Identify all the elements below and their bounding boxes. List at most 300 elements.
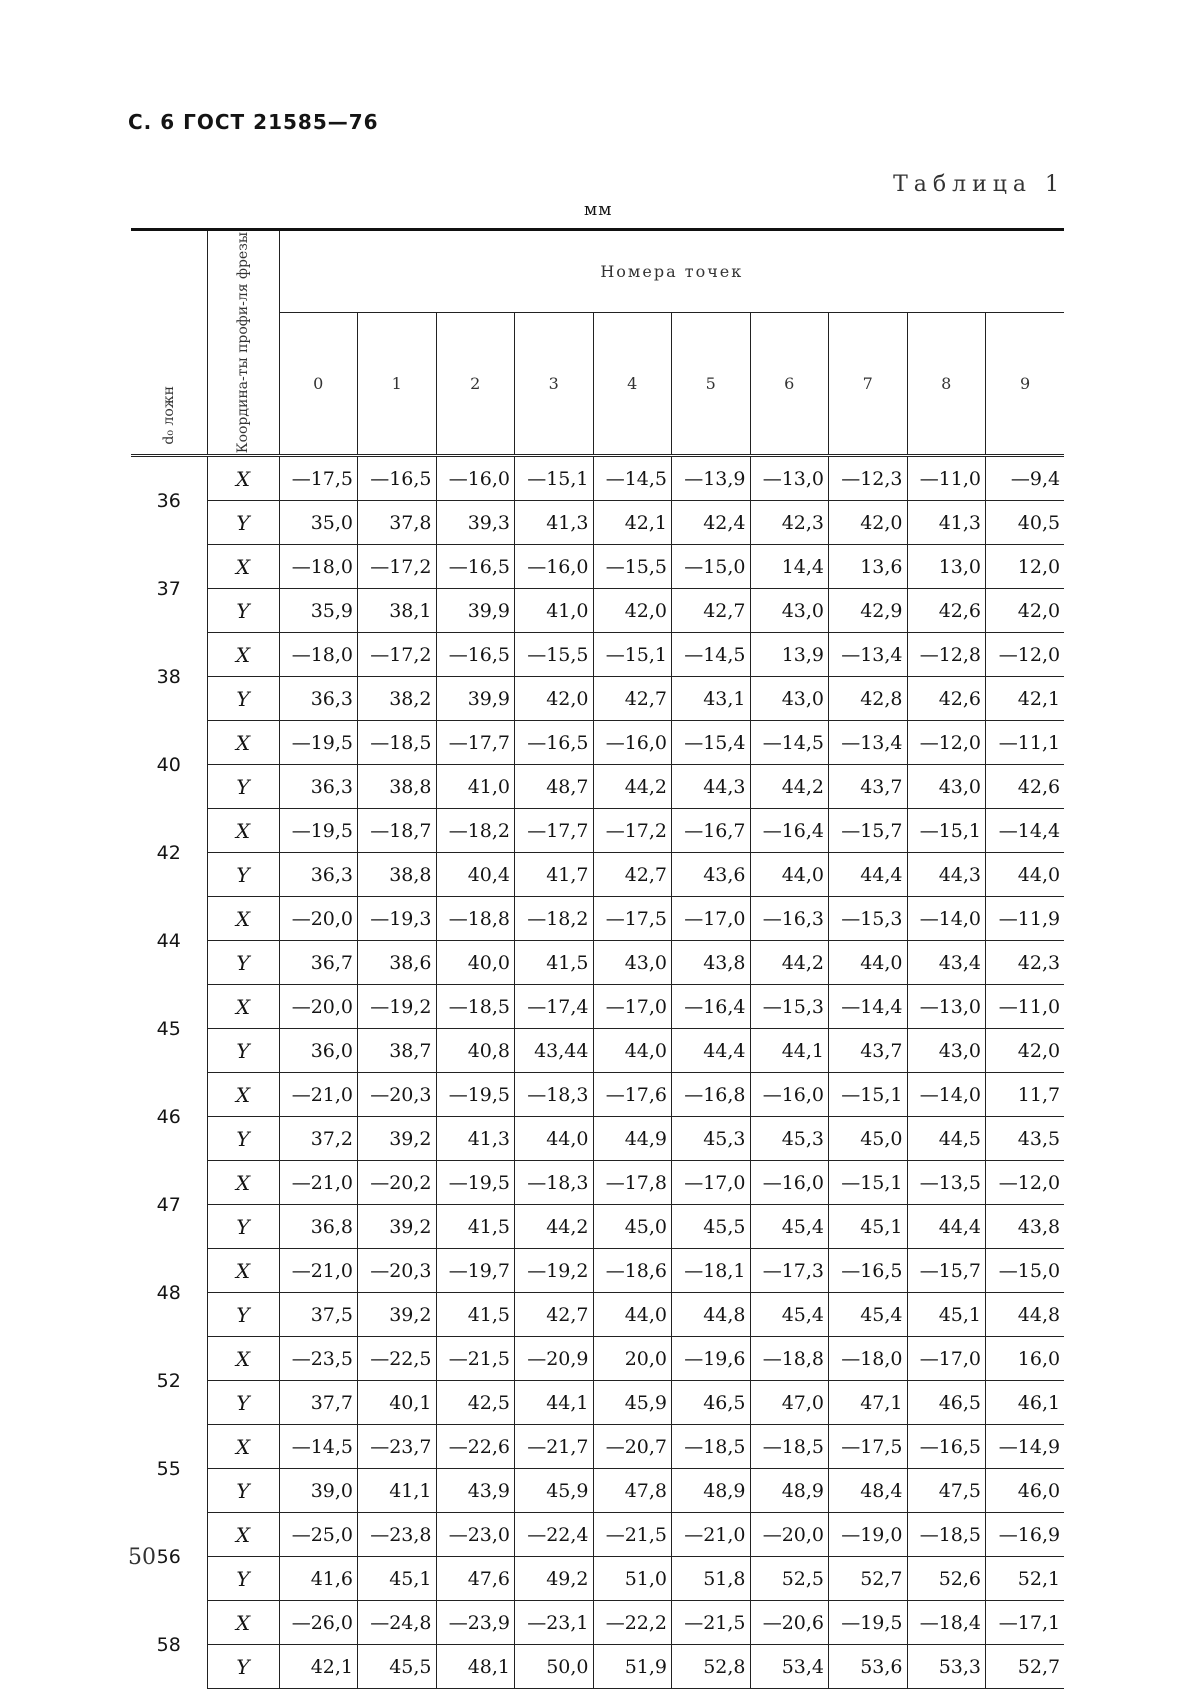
value-cell: 44,4: [829, 853, 908, 897]
value-cell: —20,2: [358, 1161, 437, 1205]
value-cell: 43,0: [907, 1029, 986, 1073]
value-cell: 42,0: [829, 501, 908, 545]
value-cell: —16,0: [515, 545, 594, 589]
value-cell: 16,0: [986, 1337, 1065, 1381]
value-cell: —21,5: [436, 1337, 515, 1381]
table-row: [131, 853, 1064, 897]
value-cell: —15,4: [672, 721, 751, 765]
value-cell: 43,4: [907, 941, 986, 985]
value-cell: 52,7: [986, 1645, 1065, 1689]
value-cell: 52,1: [986, 1557, 1065, 1601]
value-cell: —24,8: [358, 1601, 437, 1645]
y-coordinate-label: Y: [207, 1117, 279, 1161]
value-cell: 44,2: [750, 941, 829, 985]
value-cell: —14,4: [986, 809, 1065, 853]
value-cell: 45,9: [593, 1381, 672, 1425]
value-cell: —17,0: [672, 1161, 751, 1205]
table-row: [131, 589, 1064, 633]
value-cell: —18,3: [515, 1161, 594, 1205]
value-cell: —19,0: [829, 1513, 908, 1557]
value-cell: —21,7: [515, 1425, 594, 1469]
value-cell: 38,8: [358, 765, 437, 809]
value-cell: —12,0: [986, 1161, 1065, 1205]
value-cell: —17,5: [593, 897, 672, 941]
x-coordinate-label: X: [207, 721, 279, 765]
value-cell: 44,4: [907, 1205, 986, 1249]
x-coordinate-label: X: [207, 545, 279, 589]
value-cell: —13,0: [750, 456, 829, 501]
value-cell: 52,5: [750, 1557, 829, 1601]
value-cell: —16,9: [986, 1513, 1065, 1557]
value-cell: 42,0: [593, 589, 672, 633]
value-cell: —17,5: [279, 456, 358, 501]
diameter-cell: 36: [131, 456, 207, 545]
value-cell: —16,5: [358, 456, 437, 501]
value-cell: —14,5: [593, 456, 672, 501]
y-coordinate-label: Y: [207, 1029, 279, 1073]
value-cell: 38,2: [358, 677, 437, 721]
diameter-label: d₀ ложн: [160, 385, 177, 445]
y-coordinate-label: Y: [207, 501, 279, 545]
value-cell: —15,7: [907, 1249, 986, 1293]
value-cell: —17,2: [358, 633, 437, 677]
value-cell: 45,1: [358, 1557, 437, 1601]
profile-coordinates-table: [131, 228, 1064, 1689]
value-cell: —17,3: [750, 1249, 829, 1293]
y-coordinate-label: Y: [207, 1557, 279, 1601]
y-coordinate-label: Y: [207, 677, 279, 721]
value-cell: 39,0: [279, 1469, 358, 1513]
value-cell: —23,0: [436, 1513, 515, 1557]
coordinate-header: [207, 230, 279, 456]
value-cell: 47,8: [593, 1469, 672, 1513]
value-cell: 20,0: [593, 1337, 672, 1381]
value-cell: —15,0: [672, 545, 751, 589]
value-cell: —20,0: [750, 1513, 829, 1557]
value-cell: 35,0: [279, 501, 358, 545]
value-cell: 42,0: [515, 677, 594, 721]
value-cell: —17,2: [593, 809, 672, 853]
value-cell: —12,3: [829, 456, 908, 501]
y-coordinate-label: Y: [207, 1469, 279, 1513]
value-cell: —16,8: [672, 1073, 751, 1117]
value-cell: —16,4: [672, 985, 751, 1029]
table-row: [131, 809, 1064, 853]
value-cell: —12,8: [907, 633, 986, 677]
value-cell: —18,5: [672, 1425, 751, 1469]
value-cell: 45,4: [750, 1293, 829, 1337]
value-cell: —15,1: [907, 809, 986, 853]
x-coordinate-label: X: [207, 1601, 279, 1645]
value-cell: —16,5: [436, 633, 515, 677]
value-cell: —20,6: [750, 1601, 829, 1645]
value-cell: —19,5: [279, 721, 358, 765]
diameter-cell: 48: [131, 1249, 207, 1337]
value-cell: —17,7: [515, 809, 594, 853]
value-cell: 44,0: [750, 853, 829, 897]
value-cell: —14,4: [829, 985, 908, 1029]
x-coordinate-label: X: [207, 1249, 279, 1293]
value-cell: —21,0: [279, 1161, 358, 1205]
value-cell: 42,7: [593, 853, 672, 897]
value-cell: 39,2: [358, 1293, 437, 1337]
table-row: [131, 1425, 1064, 1469]
value-cell: —14,0: [907, 1073, 986, 1117]
table-row: [131, 1645, 1064, 1689]
value-cell: —17,0: [593, 985, 672, 1029]
value-cell: 45,3: [750, 1117, 829, 1161]
x-coordinate-label: X: [207, 1337, 279, 1381]
value-cell: 53,6: [829, 1645, 908, 1689]
point-header: 4: [593, 313, 672, 456]
value-cell: 51,8: [672, 1557, 751, 1601]
value-cell: 43,0: [593, 941, 672, 985]
value-cell: —13,9: [672, 456, 751, 501]
value-cell: 44,2: [593, 765, 672, 809]
units-label: мм: [584, 200, 613, 220]
value-cell: —18,0: [279, 545, 358, 589]
value-cell: 43,9: [436, 1469, 515, 1513]
value-cell: —16,0: [750, 1161, 829, 1205]
value-cell: —19,5: [436, 1073, 515, 1117]
page-ref: С. 6: [128, 110, 176, 134]
table-row: [131, 1073, 1064, 1117]
value-cell: —17,8: [593, 1161, 672, 1205]
value-cell: 44,0: [593, 1293, 672, 1337]
value-cell: —16,5: [515, 721, 594, 765]
diameter-header: [131, 230, 207, 456]
value-cell: 14,4: [750, 545, 829, 589]
diameter-cell: 40: [131, 721, 207, 809]
value-cell: —18,0: [279, 633, 358, 677]
value-cell: 36,0: [279, 1029, 358, 1073]
value-cell: —15,1: [593, 633, 672, 677]
value-cell: —12,0: [986, 633, 1065, 677]
value-cell: 48,4: [829, 1469, 908, 1513]
x-coordinate-label: X: [207, 1513, 279, 1557]
value-cell: —19,5: [436, 1161, 515, 1205]
value-cell: 45,5: [358, 1645, 437, 1689]
value-cell: 47,5: [907, 1469, 986, 1513]
value-cell: —17,4: [515, 985, 594, 1029]
value-cell: 42,6: [907, 677, 986, 721]
value-cell: 48,9: [750, 1469, 829, 1513]
table-row: [131, 765, 1064, 809]
table-row: [131, 1117, 1064, 1161]
value-cell: —11,0: [907, 456, 986, 501]
value-cell: 45,1: [907, 1293, 986, 1337]
value-cell: 44,4: [672, 1029, 751, 1073]
value-cell: 11,7: [986, 1073, 1065, 1117]
value-cell: 42,3: [986, 941, 1065, 985]
point-header: 0: [279, 313, 358, 456]
value-cell: —16,4: [750, 809, 829, 853]
value-cell: 50,0: [515, 1645, 594, 1689]
value-cell: —18,6: [593, 1249, 672, 1293]
value-cell: 44,1: [515, 1381, 594, 1425]
value-cell: —21,0: [279, 1249, 358, 1293]
value-cell: 44,8: [672, 1293, 751, 1337]
value-cell: 43,0: [750, 589, 829, 633]
value-cell: 42,7: [593, 677, 672, 721]
x-coordinate-label: X: [207, 809, 279, 853]
table-row: [131, 1513, 1064, 1557]
value-cell: —25,0: [279, 1513, 358, 1557]
x-coordinate-label: X: [207, 633, 279, 677]
value-cell: 44,5: [907, 1117, 986, 1161]
value-cell: —22,4: [515, 1513, 594, 1557]
x-coordinate-label: X: [207, 985, 279, 1029]
value-cell: 52,6: [907, 1557, 986, 1601]
value-cell: 35,9: [279, 589, 358, 633]
value-cell: 42,6: [907, 589, 986, 633]
value-cell: 36,3: [279, 765, 358, 809]
points-group-header: Номера точек: [279, 230, 1064, 313]
value-cell: 44,2: [750, 765, 829, 809]
value-cell: —15,3: [750, 985, 829, 1029]
value-cell: 44,3: [907, 853, 986, 897]
value-cell: —21,0: [672, 1513, 751, 1557]
value-cell: 43,5: [986, 1117, 1065, 1161]
value-cell: —20,0: [279, 985, 358, 1029]
value-cell: 47,1: [829, 1381, 908, 1425]
value-cell: 41,0: [515, 589, 594, 633]
value-cell: —19,3: [358, 897, 437, 941]
y-coordinate-label: Y: [207, 1293, 279, 1337]
value-cell: 46,5: [672, 1381, 751, 1425]
table-row: [131, 545, 1064, 589]
point-header: 6: [750, 313, 829, 456]
table-row: [131, 633, 1064, 677]
diameter-cell: 42: [131, 809, 207, 897]
value-cell: 43,8: [672, 941, 751, 985]
value-cell: 42,3: [750, 501, 829, 545]
value-cell: 42,4: [672, 501, 751, 545]
value-cell: 46,1: [986, 1381, 1065, 1425]
value-cell: 46,5: [907, 1381, 986, 1425]
point-header: 3: [515, 313, 594, 456]
value-cell: 43,8: [986, 1205, 1065, 1249]
diameter-cell: 56: [131, 1513, 207, 1601]
value-cell: 38,1: [358, 589, 437, 633]
table-row: [131, 1161, 1064, 1205]
table-row: [131, 456, 1064, 501]
value-cell: 42,6: [986, 765, 1065, 809]
value-cell: —15,0: [986, 1249, 1065, 1293]
value-cell: 41,7: [515, 853, 594, 897]
page-header: [128, 110, 379, 134]
value-cell: 41,5: [436, 1205, 515, 1249]
value-cell: —18,4: [907, 1601, 986, 1645]
table-row: [131, 985, 1064, 1029]
x-coordinate-label: X: [207, 1161, 279, 1205]
value-cell: —16,5: [907, 1425, 986, 1469]
value-cell: —20,3: [358, 1073, 437, 1117]
value-cell: 39,3: [436, 501, 515, 545]
value-cell: 44,0: [986, 853, 1065, 897]
value-cell: —19,5: [279, 809, 358, 853]
value-cell: —23,9: [436, 1601, 515, 1645]
x-coordinate-label: X: [207, 1073, 279, 1117]
value-cell: 52,8: [672, 1645, 751, 1689]
value-cell: —11,1: [986, 721, 1065, 765]
value-cell: 44,0: [829, 941, 908, 985]
value-cell: 48,9: [672, 1469, 751, 1513]
diameter-cell: 45: [131, 985, 207, 1073]
value-cell: 49,2: [515, 1557, 594, 1601]
value-cell: —20,9: [515, 1337, 594, 1381]
y-coordinate-label: Y: [207, 1645, 279, 1689]
value-cell: 39,2: [358, 1117, 437, 1161]
table-row: [131, 1469, 1064, 1513]
table-row: [131, 1029, 1064, 1073]
value-cell: —23,5: [279, 1337, 358, 1381]
value-cell: 45,0: [829, 1117, 908, 1161]
value-cell: 40,8: [436, 1029, 515, 1073]
value-cell: —18,2: [436, 809, 515, 853]
table-title: Таблица 1: [893, 172, 1065, 197]
y-coordinate-label: Y: [207, 1381, 279, 1425]
table-row: [131, 1337, 1064, 1381]
value-cell: 39,9: [436, 589, 515, 633]
coordinate-label: Координа-ты профи-ля фрезы: [234, 232, 251, 454]
value-cell: —16,3: [750, 897, 829, 941]
value-cell: 42,1: [279, 1645, 358, 1689]
value-cell: —15,1: [515, 456, 594, 501]
value-cell: 42,1: [593, 501, 672, 545]
value-cell: —18,3: [515, 1073, 594, 1117]
value-cell: —20,0: [279, 897, 358, 941]
value-cell: 36,8: [279, 1205, 358, 1249]
diameter-cell: 38: [131, 633, 207, 721]
value-cell: 44,1: [750, 1029, 829, 1073]
value-cell: —16,0: [750, 1073, 829, 1117]
diameter-cell: 47: [131, 1161, 207, 1249]
value-cell: 45,4: [750, 1205, 829, 1249]
value-cell: 41,3: [907, 501, 986, 545]
value-cell: 40,0: [436, 941, 515, 985]
value-cell: 42,0: [986, 1029, 1065, 1073]
value-cell: 38,6: [358, 941, 437, 985]
table-row: [131, 1381, 1064, 1425]
value-cell: —23,7: [358, 1425, 437, 1469]
value-cell: 45,4: [829, 1293, 908, 1337]
value-cell: 44,2: [515, 1205, 594, 1249]
value-cell: 43,7: [829, 1029, 908, 1073]
value-cell: 41,5: [515, 941, 594, 985]
diameter-cell: 55: [131, 1425, 207, 1513]
value-cell: —19,2: [515, 1249, 594, 1293]
value-cell: —13,4: [829, 633, 908, 677]
value-cell: —14,5: [672, 633, 751, 677]
value-cell: —17,5: [829, 1425, 908, 1469]
table-row: [131, 1205, 1064, 1249]
point-header: 5: [672, 313, 751, 456]
value-cell: 37,8: [358, 501, 437, 545]
value-cell: —9,4: [986, 456, 1065, 501]
value-cell: —18,2: [515, 897, 594, 941]
value-cell: —17,0: [672, 897, 751, 941]
value-cell: 44,3: [672, 765, 751, 809]
value-cell: 38,7: [358, 1029, 437, 1073]
diameter-cell: 58: [131, 1601, 207, 1689]
diameter-cell: 44: [131, 897, 207, 985]
y-coordinate-label: Y: [207, 1205, 279, 1249]
value-cell: —12,0: [907, 721, 986, 765]
value-cell: 41,5: [436, 1293, 515, 1337]
value-cell: 44,9: [593, 1117, 672, 1161]
table-row: [131, 1249, 1064, 1293]
value-cell: 51,0: [593, 1557, 672, 1601]
value-cell: 39,2: [358, 1205, 437, 1249]
x-coordinate-label: X: [207, 897, 279, 941]
value-cell: 42,9: [829, 589, 908, 633]
value-cell: —18,5: [907, 1513, 986, 1557]
value-cell: 44,0: [515, 1117, 594, 1161]
value-cell: 40,1: [358, 1381, 437, 1425]
y-coordinate-label: Y: [207, 589, 279, 633]
value-cell: —26,0: [279, 1601, 358, 1645]
value-cell: 41,3: [515, 501, 594, 545]
value-cell: 45,5: [672, 1205, 751, 1249]
diameter-cell: 46: [131, 1073, 207, 1161]
x-coordinate-label: X: [207, 1425, 279, 1469]
value-cell: —23,1: [515, 1601, 594, 1645]
value-cell: —18,8: [436, 897, 515, 941]
value-cell: —18,1: [672, 1249, 751, 1293]
value-cell: —18,8: [750, 1337, 829, 1381]
table-row: [131, 897, 1064, 941]
table-body: [131, 456, 1064, 1689]
value-cell: —11,9: [986, 897, 1065, 941]
point-header: 1: [358, 313, 437, 456]
value-cell: —14,5: [279, 1425, 358, 1469]
value-cell: 42,7: [672, 589, 751, 633]
value-cell: 36,7: [279, 941, 358, 985]
value-cell: 52,7: [829, 1557, 908, 1601]
value-cell: 45,3: [672, 1117, 751, 1161]
value-cell: 39,9: [436, 677, 515, 721]
value-cell: 43,44: [515, 1029, 594, 1073]
value-cell: 41,1: [358, 1469, 437, 1513]
value-cell: 48,7: [515, 765, 594, 809]
x-coordinate-label: X: [207, 456, 279, 501]
table-row: [131, 677, 1064, 721]
value-cell: —17,6: [593, 1073, 672, 1117]
value-cell: —11,0: [986, 985, 1065, 1029]
value-cell: 40,5: [986, 501, 1065, 545]
table-row: [131, 501, 1064, 545]
value-cell: —17,1: [986, 1601, 1065, 1645]
value-cell: —16,5: [829, 1249, 908, 1293]
value-cell: —15,1: [829, 1073, 908, 1117]
value-cell: —23,8: [358, 1513, 437, 1557]
value-cell: 43,1: [672, 677, 751, 721]
value-cell: 37,7: [279, 1381, 358, 1425]
value-cell: 43,7: [829, 765, 908, 809]
value-cell: —16,7: [672, 809, 751, 853]
table-row: [131, 941, 1064, 985]
value-cell: —19,6: [672, 1337, 751, 1381]
table-row: [131, 721, 1064, 765]
standard-code: ГОСТ 21585—76: [183, 110, 379, 134]
value-cell: —15,5: [593, 545, 672, 589]
value-cell: —20,7: [593, 1425, 672, 1469]
value-cell: —13,4: [829, 721, 908, 765]
value-cell: —18,5: [436, 985, 515, 1029]
value-cell: 53,4: [750, 1645, 829, 1689]
table-row: [131, 1557, 1064, 1601]
